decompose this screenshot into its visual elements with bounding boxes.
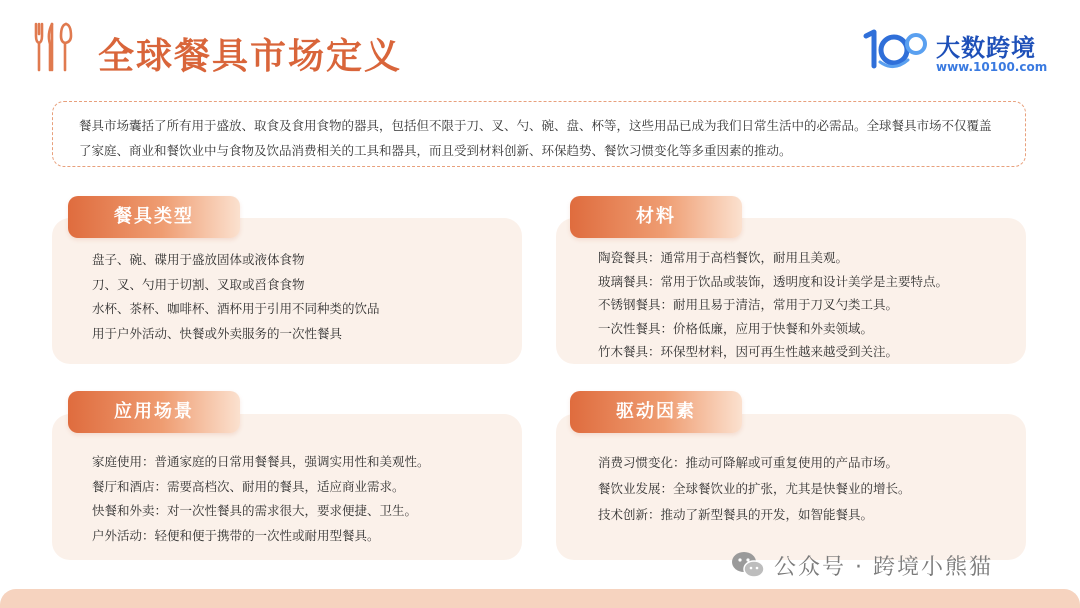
list-item: 快餐和外卖：对一次性餐具的需求很大，要求便捷、卫生。: [92, 503, 418, 518]
list-item: 刀、叉、勺用于切割、叉取或舀食食物: [92, 276, 305, 292]
page-title: 全球餐具市场定义: [98, 36, 403, 77]
list-item: 玻璃餐具：常用于饮品或装饰，透明度和设计美学是主要特点。: [598, 273, 949, 289]
card-application-scenes: [52, 414, 522, 560]
tableware-types-list: [92, 248, 380, 346]
list-item: 户外活动：轻便和便于携带的一次性或耐用型餐具。: [92, 527, 380, 543]
list-item: 陶瓷餐具：通常用于高档餐饮，耐用且美观。: [598, 250, 849, 265]
list-item: 水杯、茶杯、咖啡杯、酒杯用于引用不同种类的饮品: [92, 301, 380, 316]
list-item: 一次性餐具：价格低廉，应用于快餐和外卖领域。: [598, 320, 874, 336]
materials-list: [598, 246, 948, 364]
card-tableware-types: [52, 218, 522, 364]
card-title-scenes: 应用场景: [68, 391, 240, 433]
logo-url: www.10100.com: [936, 60, 1048, 74]
cutlery-icon: [28, 20, 76, 76]
scenes-list: [92, 450, 430, 548]
logo-name: 大数跨境: [936, 34, 1036, 62]
card-driving-factors: [556, 414, 1026, 560]
list-item: 技术创新：推动了新型餐具的开发，如智能餐具。: [598, 507, 874, 522]
list-item: 餐厅和酒店：需要高档次、耐用的餐具，适应商业需求。: [92, 478, 405, 494]
card-title-drivers: 驱动因素: [570, 391, 742, 433]
list-item: 用于户外活动、快餐或外卖服务的一次性餐具: [92, 325, 343, 341]
brand-logo: [860, 26, 1060, 78]
bottom-decoration-bar: [0, 589, 1080, 608]
watermark: [730, 548, 993, 582]
list-item: 家庭使用：普通家庭的日常用餐餐具，强调实用性和美观性。: [92, 454, 430, 469]
intro-box: [52, 101, 1026, 167]
list-item: 消费习惯变化：推动可降解或可重复使用的产品市场。: [598, 455, 899, 470]
wechat-icon: [730, 550, 766, 580]
watermark-text: 公众号 · 跨境小熊猫: [774, 554, 993, 580]
card-materials: [556, 218, 1026, 364]
list-item: 盘子、碗、碟用于盛放固体或液体食物: [92, 252, 305, 267]
card-title-types: 餐具类型: [68, 196, 240, 238]
list-item: 餐饮业发展：全球餐饮业的扩张，尤其是快餐业的增长。: [598, 481, 911, 496]
list-item: 竹木餐具：环保型材料，因可再生性越来越受到关注。: [598, 344, 899, 359]
intro-text: 餐具市场囊括了所有用于盛放、取食及食用食物的器具，包括但不限于刀、叉、勺、碗、盘、杯等，这些用品已成为我们日常生活中的必需品。全球餐具市场不仅覆盖了家庭、商业和餐饮业中与食物及饮品消费相关的工具和器具，而且受到材料创新、环保趋势、餐饮习惯变化等多重因素的推动。: [79, 118, 992, 158]
list-item: 不锈钢餐具：耐用且易于清洁，常用于刀叉勺类工具。: [598, 297, 899, 312]
10100-logo-icon: [860, 26, 932, 74]
drivers-list: [598, 450, 911, 528]
card-title-materials: 材料: [570, 196, 742, 238]
